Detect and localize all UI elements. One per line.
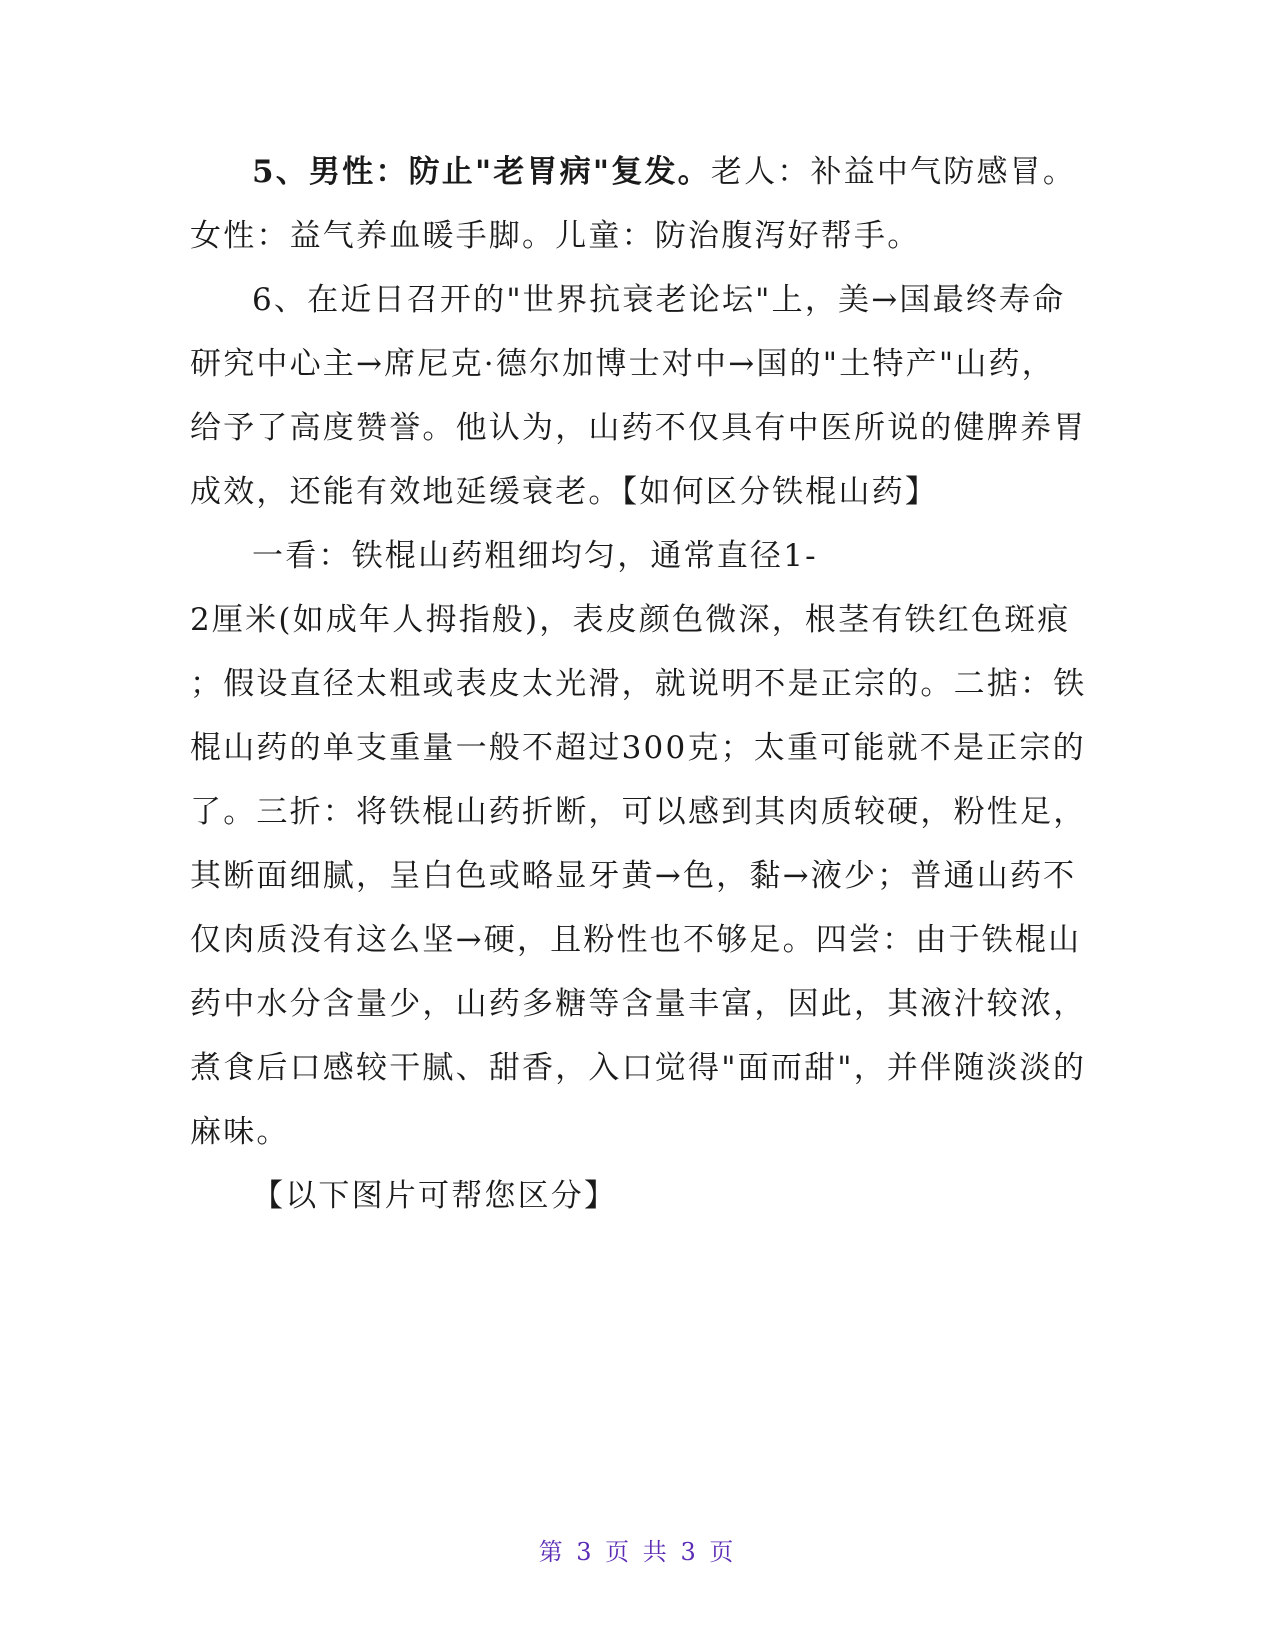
page-number-footer: 第 3 页 共 3 页 (538, 1538, 737, 1566)
paragraph-line-11: 了。三折：将铁棍山药折断，可以感到其肉质较硬，粉性足， (190, 794, 1087, 830)
paragraph-line-3: 6、在近日召开的"世界抗衰老论坛"上，美→国最终寿命 (252, 282, 1066, 318)
paragraph-line-1 (190, 140, 1090, 204)
paragraph-line-10: 棍山药的单支重量一般不超过300克；太重可能就不是正宗的 (190, 730, 1086, 766)
paragraph-line-6: 成效，还能有效地延缓衰老。【如何区分铁棍山药】 (190, 474, 939, 510)
line-text: 老人：补益中气防感冒。 (710, 154, 1077, 190)
paragraph-line-14: 药中水分含量少，山药多糖等含量丰富，因此，其液汁较浓， (190, 986, 1087, 1022)
paragraph-line-12: 其断面细腻，呈白色或略显牙黄→色，黏→液少；普通山药不 (190, 858, 1077, 894)
paragraph-line-7: 一看：铁棍山药粗细均匀，通常直径1- (252, 538, 818, 574)
paragraph-line-9: ；假设直径太粗或表皮太光滑，就说明不是正宗的。二掂：铁 (190, 666, 1087, 702)
document-body (190, 140, 1090, 1228)
paragraph-line-2: 女性：益气养血暖手脚。儿童：防治腹泻好帮手。 (190, 218, 921, 254)
paragraph-line-5: 给予了高度赞誉。他认为，山药不仅具有中医所说的健脾养胃 (190, 410, 1087, 446)
bold-heading-text: 5、男性：防止"老胃病"复发。 (252, 154, 711, 190)
paragraph-line-17: 【以下图片可帮您区分】 (252, 1178, 618, 1214)
paragraph-line-8: 2厘米(如成年人拇指般)，表皮颜色微深，根茎有铁红色斑痕 (190, 602, 1071, 638)
paragraph-line-13: 仅肉质没有这么坚→硬，且粉性也不够足。四尝：由于铁棍山 (190, 922, 1082, 958)
paragraph-line-15: 煮食后口感较干腻、甜香，入口觉得"面而甜"，并伴随淡淡的 (190, 1050, 1087, 1086)
paragraph-line-16: 麻味。 (190, 1114, 290, 1150)
paragraph-line-4: 研究中心主→席尼克·德尔加博士对中→国的"土特产"山药， (190, 346, 1055, 382)
